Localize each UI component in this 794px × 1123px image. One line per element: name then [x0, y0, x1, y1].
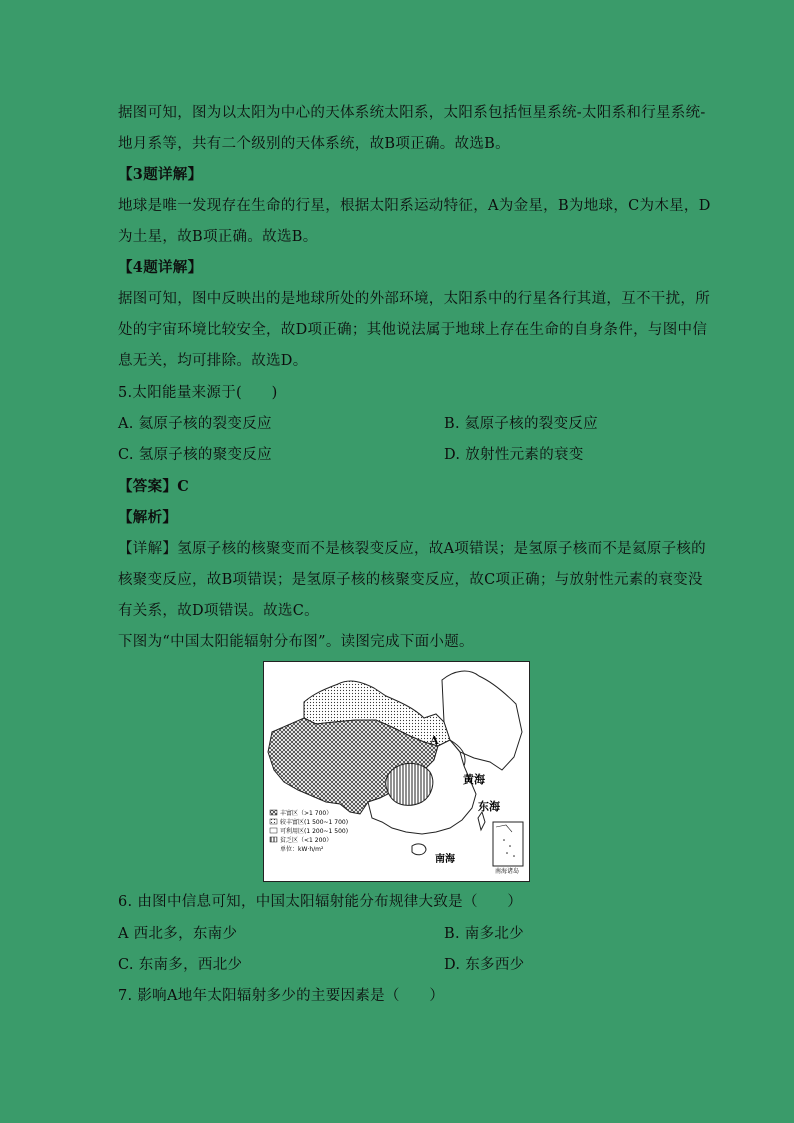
hainan: [412, 844, 426, 855]
poor-region: [386, 763, 433, 805]
taiwan: [478, 812, 485, 830]
label-donghai: 东海: [478, 800, 500, 813]
china-solar-radiation-map: [263, 661, 530, 882]
label-huanghai: 黄海: [463, 773, 485, 786]
question-5-option-b: B. 氦原子核的裂变反应: [444, 416, 598, 432]
question-7-stem: 7. 影响A地年太阳辐射多少的主要因素是（ ）: [118, 988, 445, 1004]
label-a: A: [430, 734, 439, 747]
text-line: 据图可知，图为以太阳为中心的天体系统太阳系，太阳系包括恒星系统-太阳系和行星系统-: [118, 105, 706, 121]
legend-unit: 单位：kW·h/m²: [280, 846, 324, 853]
text-line: 为土星，故B项正确。故选B。: [118, 229, 318, 245]
legend-item: 可利用区(1 200~1 500): [280, 828, 349, 835]
question-5-option-d: D. 放射性元素的衰变: [444, 447, 584, 463]
question-6-option-a: A 西北多，东南少: [118, 926, 238, 942]
legend-item: 较丰富区(1 500~1 700): [280, 819, 349, 826]
detail-line: 有关系，故D项错误。故选C。: [118, 603, 319, 619]
map-svg: [264, 662, 529, 881]
question-6-option-b: B. 南多北少: [444, 926, 524, 942]
detail-line: 核聚变反应，故B项错误；是氢原子核的核聚变反应，故C项正确；与放射性元素的衰变没: [118, 572, 703, 588]
question-6-option-d: D. 东多西少: [444, 957, 525, 973]
text-line: 处的宇宙环境比较安全，故D项正确；其他说法属于地球上存在生命的自身条件，与图中信: [118, 322, 708, 338]
inset-label: 南海诸岛: [495, 868, 520, 875]
south-china-sea-inset: [493, 822, 523, 875]
analysis-label: 【解析】: [118, 509, 178, 526]
question-6-option-c: C. 东南多，西北少: [118, 957, 243, 973]
question-5-option-a: A. 氦原子核的裂变反应: [118, 416, 272, 432]
text-line: 地球是唯一发现存在生命的行星，根据太阳系运动特征，A为金星，B为地球，C为木星，D: [118, 198, 711, 214]
question-6-stem: 6. 由图中信息可知，中国太阳辐射能分布规律大致是（ ）: [118, 894, 523, 910]
detail-line: 【详解】氢原子核的核聚变而不是核裂变反应，故A项错误；是氢原子核而不是氦原子核的: [118, 541, 706, 557]
question-5-stem: 5.太阳能量来源于( ): [118, 385, 278, 401]
legend-item: 丰富区（>1 700）: [280, 810, 333, 817]
text-line: 息无关，均可排除。故选D。: [118, 353, 308, 369]
answer-label: 【答案】C: [118, 478, 190, 495]
section-heading: 【3题详解】: [118, 166, 203, 183]
label-nanhai: 南海: [435, 854, 455, 865]
figure-intro: 下图为“中国太阳能辐射分布图”。读图完成下面小题。: [118, 634, 474, 650]
text-line: 地月系等，共有二个级别的天体系统，故B项正确。故选B。: [118, 136, 510, 152]
section-heading: 【4题详解】: [118, 259, 203, 276]
text-line: 据图可知，图中反映出的是地球所处的外部环境，太阳系中的行星各行其道，互不干扰，所: [118, 291, 710, 307]
legend-item: 贫乏区（<1 200）: [280, 837, 333, 844]
map-legend: [270, 809, 348, 853]
question-5-option-c: C. 氢原子核的聚变反应: [118, 447, 272, 463]
